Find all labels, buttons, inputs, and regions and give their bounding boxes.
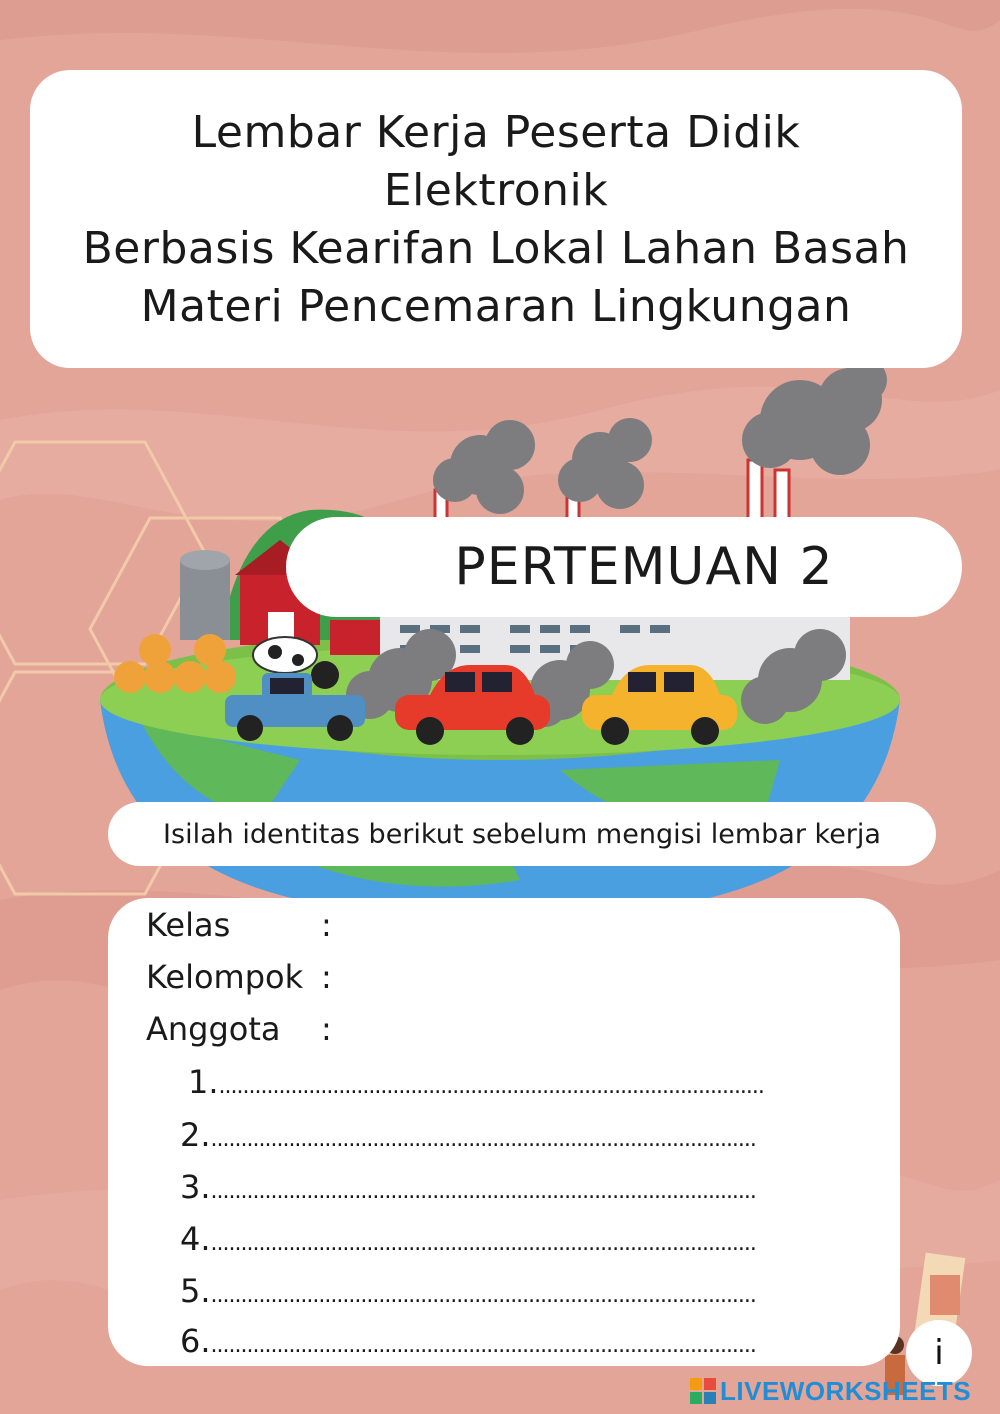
member-dots: ........................................................................................... xyxy=(210,1333,756,1358)
member-number: 5. xyxy=(180,1272,211,1310)
member-line-3[interactable] xyxy=(180,1168,756,1206)
brand-name[interactable]: LIVEWORKSHEETS xyxy=(720,1376,972,1406)
field-label: Kelompok xyxy=(146,958,304,996)
member-line-6[interactable] xyxy=(180,1322,756,1360)
meeting-card xyxy=(286,517,962,617)
title-card xyxy=(30,70,962,368)
member-line-1[interactable] xyxy=(188,1063,764,1101)
title-line-4: Materi Pencemaran Lingkungan xyxy=(140,281,852,332)
field-colon: : xyxy=(321,1010,332,1048)
page-number: i xyxy=(906,1320,972,1386)
member-number: 3. xyxy=(180,1168,211,1206)
instruction-text: Isilah identitas berikut sebelum mengisi lembar kerja xyxy=(163,818,881,850)
instruction-card xyxy=(108,802,936,866)
liveworksheets-logo-icon xyxy=(690,1378,716,1404)
member-dots: ........................................................................................... xyxy=(210,1231,756,1256)
field-label: Kelas xyxy=(146,906,231,944)
meeting-label: PERTEMUAN 2 xyxy=(454,537,834,597)
title-line-2: Elektronik xyxy=(383,165,609,216)
member-number: 2. xyxy=(180,1116,211,1154)
field-label: Anggota xyxy=(146,1010,281,1048)
field-anggota[interactable] xyxy=(146,1010,332,1048)
member-dots: ........................................................................................... xyxy=(210,1179,756,1204)
member-dots: ........................................................................................... xyxy=(210,1283,756,1308)
member-number: 6. xyxy=(180,1322,211,1360)
field-colon: : xyxy=(321,958,332,996)
member-line-5[interactable] xyxy=(180,1272,756,1310)
member-line-4[interactable] xyxy=(180,1220,756,1258)
member-dots: ........................................................................................... xyxy=(218,1074,764,1099)
field-kelas[interactable] xyxy=(146,906,332,944)
title-line-3: Berbasis Kearifan Lokal Lahan Basah xyxy=(82,223,910,274)
member-number: 4. xyxy=(180,1220,211,1258)
member-number: 1. xyxy=(188,1063,219,1101)
member-dots: ........................................................................................... xyxy=(210,1127,756,1152)
member-line-2[interactable] xyxy=(180,1116,756,1154)
field-kelompok[interactable] xyxy=(146,958,332,996)
identity-form xyxy=(108,898,900,1366)
field-colon: : xyxy=(321,906,332,944)
title-line-1: Lembar Kerja Peserta Didik xyxy=(191,107,801,158)
